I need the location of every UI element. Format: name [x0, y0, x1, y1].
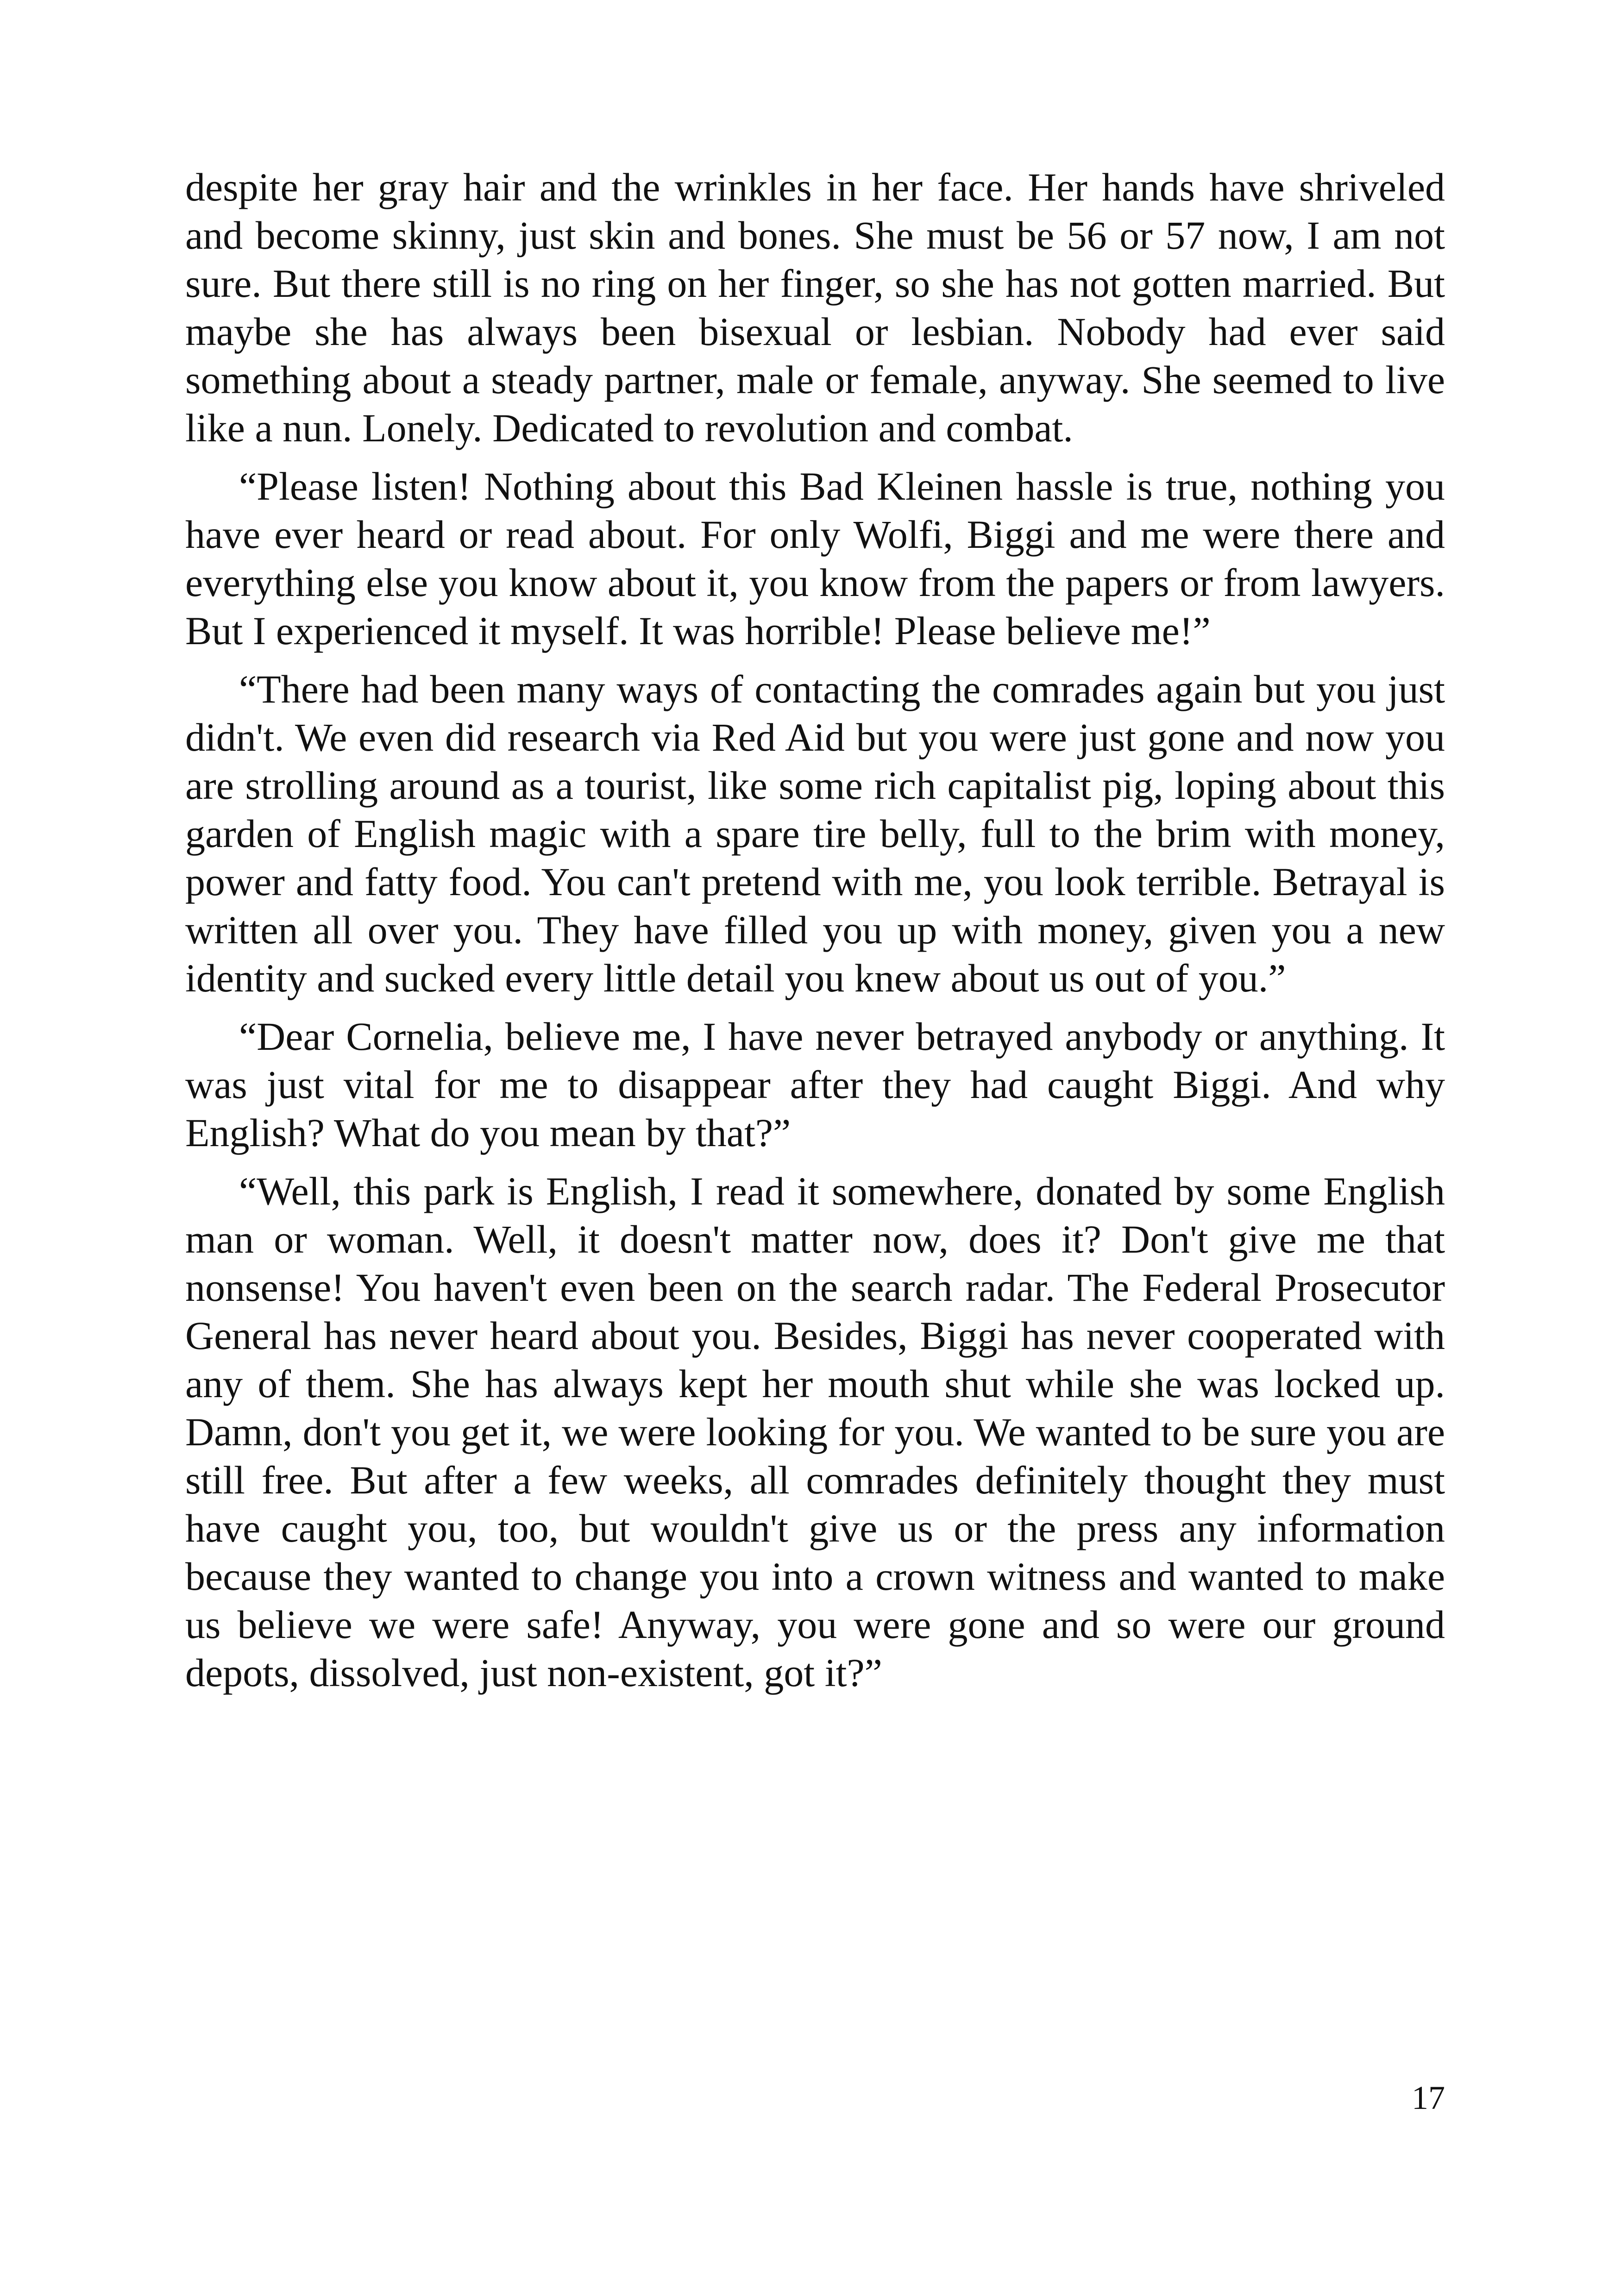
paragraph-continued: despite her gray hair and the wrinkles in her face. Her hands have shriveled and become skinny, just skin and bones. She must be 56 or 57 now, I am not sure. But there still is no ring on her finger, so she has not gotten married. But maybe she has always been bisexual or lesbian. Nobody had ever said something about a steady partner, male or female, anyway. She seemed to live like a nun. Lonely. Dedicated to revolution and combat. [185, 165, 1445, 450]
body-text [185, 163, 1445, 1707]
paragraph: “Dear Cornelia, believe me, I have never betrayed anybody or anything. It was just vital for me to disappear after they had caught Biggi. And why English? What do you mean by that?” [185, 1014, 1445, 1155]
paragraph: “There had been many ways of contacting the comrades again but you just didn't. We even did research via Red Aid but you were just gone and now you are strolling around as a tourist, like some rich capitalist pig, loping about this garden of English magic with a spare tire belly, full to the brim with money, power and fatty food. You can't pretend with me, you look terrible. Betrayal is written all over you. They have filled you up with money, given you a new identity and sucked every little detail you knew about us out of you.” [185, 667, 1445, 1000]
paragraph: “Please listen! Nothing about this Bad Kleinen hassle is true, nothing you have ever heard or read about. For only Wolfi, Biggi and me were there and everything else you know about it, you know from the papers or from lawyers. But I experienced it myself. It was horrible! Please believe me!” [185, 464, 1445, 653]
page-number: 17 [1412, 2079, 1445, 2116]
paragraph: “Well, this park is English, I read it somewhere, donated by some English man or woman. Well, it doesn't matter now, does it? Don't give me that nonsense! You haven't even been on the search radar. The Federal Prosecutor General has never heard about you. Besides, Biggi has never cooperated with any of them. She has always kept her mouth shut while she was locked up. Damn, don't you get it, we were looking for you. We wanted to be sure you are still free. But after a few weeks, all comrades definitely thought they must have caught you, too, but wouldn't give us or the press any information because they wanted to change you into a crown witness and wanted to make us believe we were safe! Anyway, you were gone and so were our ground depots, dissolved, just non-existent, got it?” [185, 1169, 1445, 1695]
